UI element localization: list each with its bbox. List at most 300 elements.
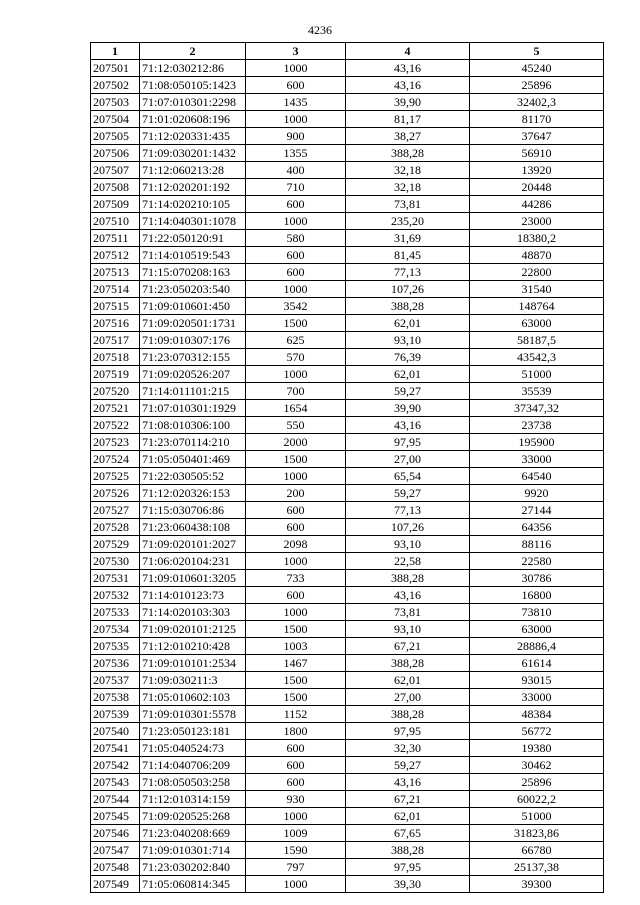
table-cell: 97,95 <box>346 723 470 740</box>
table-cell: 1000 <box>246 808 346 825</box>
table-cell: 76,39 <box>346 349 470 366</box>
table-cell: 66780 <box>470 842 604 859</box>
table-cell: 67,65 <box>346 825 470 842</box>
table-cell: 30462 <box>470 757 604 774</box>
table-cell: 59,27 <box>346 383 470 400</box>
table-cell: 59,27 <box>346 485 470 502</box>
table-cell: 207503 <box>91 94 140 111</box>
table-row <box>91 383 604 400</box>
table-cell: 71:12:030212:86 <box>140 60 246 77</box>
table-cell: 1000 <box>246 60 346 77</box>
table-cell: 71:22:030505:52 <box>140 468 246 485</box>
table-row <box>91 604 604 621</box>
table-cell: 400 <box>246 162 346 179</box>
table-cell: 43542,3 <box>470 349 604 366</box>
table-row <box>91 757 604 774</box>
table-cell: 107,26 <box>346 281 470 298</box>
table-cell: 388,28 <box>346 145 470 162</box>
table-cell: 9920 <box>470 485 604 502</box>
table-cell: 63000 <box>470 621 604 638</box>
table-cell: 388,28 <box>346 706 470 723</box>
table-cell: 207512 <box>91 247 140 264</box>
table-cell: 600 <box>246 757 346 774</box>
table-row <box>91 417 604 434</box>
table-row <box>91 655 604 672</box>
table-cell: 13920 <box>470 162 604 179</box>
table-cell: 1500 <box>246 672 346 689</box>
table-cell: 25137,38 <box>470 859 604 876</box>
table-row <box>91 332 604 349</box>
table-cell: 235,20 <box>346 213 470 230</box>
table-row <box>91 77 604 94</box>
table-row <box>91 621 604 638</box>
table-cell: 71:14:010123:73 <box>140 587 246 604</box>
table-row <box>91 111 604 128</box>
table-cell: 625 <box>246 332 346 349</box>
table-cell: 32,30 <box>346 740 470 757</box>
table-cell: 71:09:010601:450 <box>140 298 246 315</box>
table-cell: 570 <box>246 349 346 366</box>
table-cell: 31540 <box>470 281 604 298</box>
table-cell: 58187,5 <box>470 332 604 349</box>
table-cell: 1009 <box>246 825 346 842</box>
table-cell: 207543 <box>91 774 140 791</box>
table-cell: 62,01 <box>346 315 470 332</box>
table-cell: 97,95 <box>346 434 470 451</box>
table-row <box>91 468 604 485</box>
table-cell: 71:09:020526:207 <box>140 366 246 383</box>
table-cell: 1355 <box>246 145 346 162</box>
table-cell: 207505 <box>91 128 140 145</box>
table-cell: 207519 <box>91 366 140 383</box>
table-cell: 62,01 <box>346 672 470 689</box>
table-cell: 39,90 <box>346 400 470 417</box>
table-cell: 207548 <box>91 859 140 876</box>
table-cell: 71:14:010519:543 <box>140 247 246 264</box>
table-cell: 43,16 <box>346 587 470 604</box>
table-cell: 22580 <box>470 553 604 570</box>
table-cell: 93,10 <box>346 332 470 349</box>
table-cell: 195900 <box>470 434 604 451</box>
table-cell: 71:12:020201:192 <box>140 179 246 196</box>
table-cell: 388,28 <box>346 655 470 672</box>
table-row <box>91 689 604 706</box>
table-cell: 23000 <box>470 213 604 230</box>
table-cell: 71:09:020101:2125 <box>140 621 246 638</box>
table-cell: 207541 <box>91 740 140 757</box>
table-cell: 207517 <box>91 332 140 349</box>
table-cell: 207514 <box>91 281 140 298</box>
table-cell: 71:23:070114:210 <box>140 434 246 451</box>
table-cell: 71:09:010101:2534 <box>140 655 246 672</box>
table-cell: 600 <box>246 502 346 519</box>
table-cell: 71:09:010307:176 <box>140 332 246 349</box>
table-cell: 207534 <box>91 621 140 638</box>
table-row <box>91 247 604 264</box>
header-row <box>91 43 604 60</box>
table-cell: 35539 <box>470 383 604 400</box>
table-row <box>91 349 604 366</box>
table-cell: 64356 <box>470 519 604 536</box>
table-cell: 71:14:020103:303 <box>140 604 246 621</box>
table-cell: 207515 <box>91 298 140 315</box>
table-cell: 71:23:030202:840 <box>140 859 246 876</box>
table-cell: 25896 <box>470 77 604 94</box>
table-cell: 1000 <box>246 281 346 298</box>
table-cell: 1000 <box>246 366 346 383</box>
table-cell: 2000 <box>246 434 346 451</box>
table-cell: 207520 <box>91 383 140 400</box>
table-row <box>91 196 604 213</box>
table-cell: 1000 <box>246 553 346 570</box>
column-header: 3 <box>246 43 346 60</box>
table-cell: 93,10 <box>346 536 470 553</box>
table-cell: 71:23:050203:540 <box>140 281 246 298</box>
table-cell: 88116 <box>470 536 604 553</box>
table-cell: 71:12:010314:159 <box>140 791 246 808</box>
table-row <box>91 162 604 179</box>
table-cell: 710 <box>246 179 346 196</box>
table-cell: 1654 <box>246 400 346 417</box>
table-row <box>91 808 604 825</box>
table-cell: 71:12:010210:428 <box>140 638 246 655</box>
table-cell: 43,16 <box>346 60 470 77</box>
table-cell: 71:05:060814:345 <box>140 876 246 893</box>
table-row <box>91 774 604 791</box>
table-cell: 71:23:040208:669 <box>140 825 246 842</box>
table-cell: 62,01 <box>346 366 470 383</box>
table-row <box>91 825 604 842</box>
table-cell: 37347,32 <box>470 400 604 417</box>
table-cell: 45240 <box>470 60 604 77</box>
table-cell: 207521 <box>91 400 140 417</box>
table-cell: 71:23:060438:108 <box>140 519 246 536</box>
table-row <box>91 842 604 859</box>
table-cell: 51000 <box>470 366 604 383</box>
table-cell: 1467 <box>246 655 346 672</box>
table-cell: 32,18 <box>346 162 470 179</box>
table-cell: 207533 <box>91 604 140 621</box>
table-cell: 71:15:070208:163 <box>140 264 246 281</box>
table-cell: 1590 <box>246 842 346 859</box>
table-cell: 207535 <box>91 638 140 655</box>
table-cell: 3542 <box>246 298 346 315</box>
table-cell: 600 <box>246 519 346 536</box>
column-header: 5 <box>470 43 604 60</box>
table-cell: 71:09:020101:2027 <box>140 536 246 553</box>
table-cell: 1000 <box>246 876 346 893</box>
table-cell: 39300 <box>470 876 604 893</box>
table-cell: 207546 <box>91 825 140 842</box>
table-cell: 733 <box>246 570 346 587</box>
table-cell: 600 <box>246 77 346 94</box>
table-cell: 71:07:010301:2298 <box>140 94 246 111</box>
table-cell: 71:05:040524:73 <box>140 740 246 757</box>
table-cell: 71:05:010602:103 <box>140 689 246 706</box>
table-cell: 580 <box>246 230 346 247</box>
table-row <box>91 298 604 315</box>
table-cell: 1000 <box>246 604 346 621</box>
table-row <box>91 230 604 247</box>
table-cell: 32,18 <box>346 179 470 196</box>
table-cell: 39,30 <box>346 876 470 893</box>
table-cell: 550 <box>246 417 346 434</box>
table-row <box>91 502 604 519</box>
page-number: 4236 <box>308 23 332 37</box>
table-cell: 65,54 <box>346 468 470 485</box>
table-cell: 93,10 <box>346 621 470 638</box>
table-cell: 71:08:010306:100 <box>140 417 246 434</box>
table-cell: 1000 <box>246 213 346 230</box>
table-cell: 207537 <box>91 672 140 689</box>
table-cell: 81,17 <box>346 111 470 128</box>
table-row <box>91 587 604 604</box>
table-cell: 73810 <box>470 604 604 621</box>
table-row <box>91 179 604 196</box>
column-header: 4 <box>346 43 470 60</box>
table-cell: 1500 <box>246 689 346 706</box>
table-cell: 71:09:030201:1432 <box>140 145 246 162</box>
table-cell: 207511 <box>91 230 140 247</box>
table-cell: 1435 <box>246 94 346 111</box>
table-row <box>91 791 604 808</box>
table-cell: 56772 <box>470 723 604 740</box>
table-cell: 388,28 <box>346 842 470 859</box>
table-cell: 600 <box>246 196 346 213</box>
column-header: 2 <box>140 43 246 60</box>
table-cell: 71:15:030706:86 <box>140 502 246 519</box>
table-cell: 81170 <box>470 111 604 128</box>
table-cell: 73,81 <box>346 196 470 213</box>
table-cell: 27,00 <box>346 689 470 706</box>
table-cell: 1500 <box>246 621 346 638</box>
table-cell: 71:09:010601:3205 <box>140 570 246 587</box>
table-cell: 97,95 <box>346 859 470 876</box>
table-cell: 33000 <box>470 451 604 468</box>
table-cell: 71:14:040301:1078 <box>140 213 246 230</box>
table-cell: 600 <box>246 264 346 281</box>
table-cell: 207525 <box>91 468 140 485</box>
table-row <box>91 213 604 230</box>
table-cell: 600 <box>246 740 346 757</box>
table-cell: 207502 <box>91 77 140 94</box>
table-cell: 39,90 <box>346 94 470 111</box>
table-row <box>91 281 604 298</box>
table-cell: 32402,3 <box>470 94 604 111</box>
table-cell: 23738 <box>470 417 604 434</box>
table-cell: 207510 <box>91 213 140 230</box>
table-cell: 71:08:050503:258 <box>140 774 246 791</box>
table-cell: 71:14:011101:215 <box>140 383 246 400</box>
table-cell: 1500 <box>246 451 346 468</box>
table-row <box>91 434 604 451</box>
table-cell: 207536 <box>91 655 140 672</box>
table-cell: 207545 <box>91 808 140 825</box>
table-cell: 207508 <box>91 179 140 196</box>
table-cell: 22800 <box>470 264 604 281</box>
table-cell: 73,81 <box>346 604 470 621</box>
table-cell: 71:01:020608:196 <box>140 111 246 128</box>
table-cell: 207507 <box>91 162 140 179</box>
table-cell: 71:14:040706:209 <box>140 757 246 774</box>
table-cell: 207516 <box>91 315 140 332</box>
table-cell: 207527 <box>91 502 140 519</box>
table-cell: 797 <box>246 859 346 876</box>
column-header: 1 <box>91 43 140 60</box>
table-cell: 207540 <box>91 723 140 740</box>
table-cell: 19380 <box>470 740 604 757</box>
table-cell: 71:23:050123:181 <box>140 723 246 740</box>
table-cell: 71:14:020210:105 <box>140 196 246 213</box>
table-cell: 20448 <box>470 179 604 196</box>
table-cell: 48384 <box>470 706 604 723</box>
table-cell: 64540 <box>470 468 604 485</box>
table-cell: 71:09:010301:714 <box>140 842 246 859</box>
table-cell: 1000 <box>246 468 346 485</box>
table-cell: 31,69 <box>346 230 470 247</box>
table-row <box>91 451 604 468</box>
table-cell: 207532 <box>91 587 140 604</box>
table-cell: 71:07:010301:1929 <box>140 400 246 417</box>
table-row <box>91 859 604 876</box>
table-cell: 81,45 <box>346 247 470 264</box>
table-row <box>91 485 604 502</box>
table-cell: 207513 <box>91 264 140 281</box>
table-cell: 2098 <box>246 536 346 553</box>
table-cell: 207547 <box>91 842 140 859</box>
table-cell: 207524 <box>91 451 140 468</box>
table-cell: 22,58 <box>346 553 470 570</box>
table-cell: 30786 <box>470 570 604 587</box>
table-cell: 38,27 <box>346 128 470 145</box>
table-row <box>91 740 604 757</box>
table-cell: 63000 <box>470 315 604 332</box>
table-row <box>91 315 604 332</box>
table-row <box>91 672 604 689</box>
table-cell: 1500 <box>246 315 346 332</box>
table-row <box>91 876 604 893</box>
table-cell: 200 <box>246 485 346 502</box>
table-cell: 61614 <box>470 655 604 672</box>
table-cell: 43,16 <box>346 417 470 434</box>
table-cell: 25896 <box>470 774 604 791</box>
table-cell: 600 <box>246 774 346 791</box>
table-cell: 62,01 <box>346 808 470 825</box>
table-row <box>91 128 604 145</box>
table-row <box>91 519 604 536</box>
table-cell: 207542 <box>91 757 140 774</box>
table-cell: 700 <box>246 383 346 400</box>
table-cell: 207529 <box>91 536 140 553</box>
table-cell: 77,13 <box>346 502 470 519</box>
table-cell: 207506 <box>91 145 140 162</box>
table-cell: 93015 <box>470 672 604 689</box>
table-cell: 107,26 <box>346 519 470 536</box>
table-cell: 207504 <box>91 111 140 128</box>
table-cell: 71:09:010301:5578 <box>140 706 246 723</box>
table-cell: 71:09:020501:1731 <box>140 315 246 332</box>
table-cell: 56910 <box>470 145 604 162</box>
table-cell: 71:12:060213:28 <box>140 162 246 179</box>
table-row <box>91 536 604 553</box>
table-cell: 33000 <box>470 689 604 706</box>
table-cell: 207544 <box>91 791 140 808</box>
table-cell: 600 <box>246 587 346 604</box>
table-row <box>91 723 604 740</box>
table-cell: 71:09:020525:268 <box>140 808 246 825</box>
table-cell: 59,27 <box>346 757 470 774</box>
table-cell: 207531 <box>91 570 140 587</box>
table-cell: 43,16 <box>346 77 470 94</box>
table-row <box>91 706 604 723</box>
table-cell: 27144 <box>470 502 604 519</box>
table-cell: 900 <box>246 128 346 145</box>
table-cell: 71:12:020331:435 <box>140 128 246 145</box>
table-cell: 1800 <box>246 723 346 740</box>
table-row <box>91 60 604 77</box>
table-cell: 1152 <box>246 706 346 723</box>
table-cell: 51000 <box>470 808 604 825</box>
table-row <box>91 264 604 281</box>
table-cell: 207530 <box>91 553 140 570</box>
table-cell: 28886,4 <box>470 638 604 655</box>
table-cell: 16800 <box>470 587 604 604</box>
table-cell: 60022,2 <box>470 791 604 808</box>
table-cell: 48870 <box>470 247 604 264</box>
table-cell: 930 <box>246 791 346 808</box>
table-row <box>91 94 604 111</box>
table-cell: 27,00 <box>346 451 470 468</box>
table-cell: 388,28 <box>346 298 470 315</box>
table-cell: 207538 <box>91 689 140 706</box>
table-cell: 71:09:030211:3 <box>140 672 246 689</box>
table-cell: 207501 <box>91 60 140 77</box>
table-cell: 71:22:050120:91 <box>140 230 246 247</box>
table-cell: 1003 <box>246 638 346 655</box>
table-cell: 71:23:070312:155 <box>140 349 246 366</box>
table-cell: 600 <box>246 247 346 264</box>
table-cell: 207526 <box>91 485 140 502</box>
table-cell: 71:06:020104:231 <box>140 553 246 570</box>
table-cell: 207528 <box>91 519 140 536</box>
table-cell: 207522 <box>91 417 140 434</box>
table-cell: 37647 <box>470 128 604 145</box>
table-cell: 1000 <box>246 111 346 128</box>
table-cell: 67,21 <box>346 791 470 808</box>
table-cell: 207523 <box>91 434 140 451</box>
table-row <box>91 570 604 587</box>
table-cell: 148764 <box>470 298 604 315</box>
table-cell: 77,13 <box>346 264 470 281</box>
table-cell: 18380,2 <box>470 230 604 247</box>
table-cell: 71:05:050401:469 <box>140 451 246 468</box>
table-row <box>91 145 604 162</box>
table-row <box>91 400 604 417</box>
table-cell: 207549 <box>91 876 140 893</box>
table-cell: 31823,86 <box>470 825 604 842</box>
table-cell: 67,21 <box>346 638 470 655</box>
table-cell: 43,16 <box>346 774 470 791</box>
table-cell: 44286 <box>470 196 604 213</box>
table-cell: 71:08:050105:1423 <box>140 77 246 94</box>
table-cell: 207539 <box>91 706 140 723</box>
table-cell: 388,28 <box>346 570 470 587</box>
table-row <box>91 366 604 383</box>
table-row <box>91 553 604 570</box>
data-table <box>90 42 604 893</box>
table-cell: 207518 <box>91 349 140 366</box>
table-cell: 71:12:020326:153 <box>140 485 246 502</box>
